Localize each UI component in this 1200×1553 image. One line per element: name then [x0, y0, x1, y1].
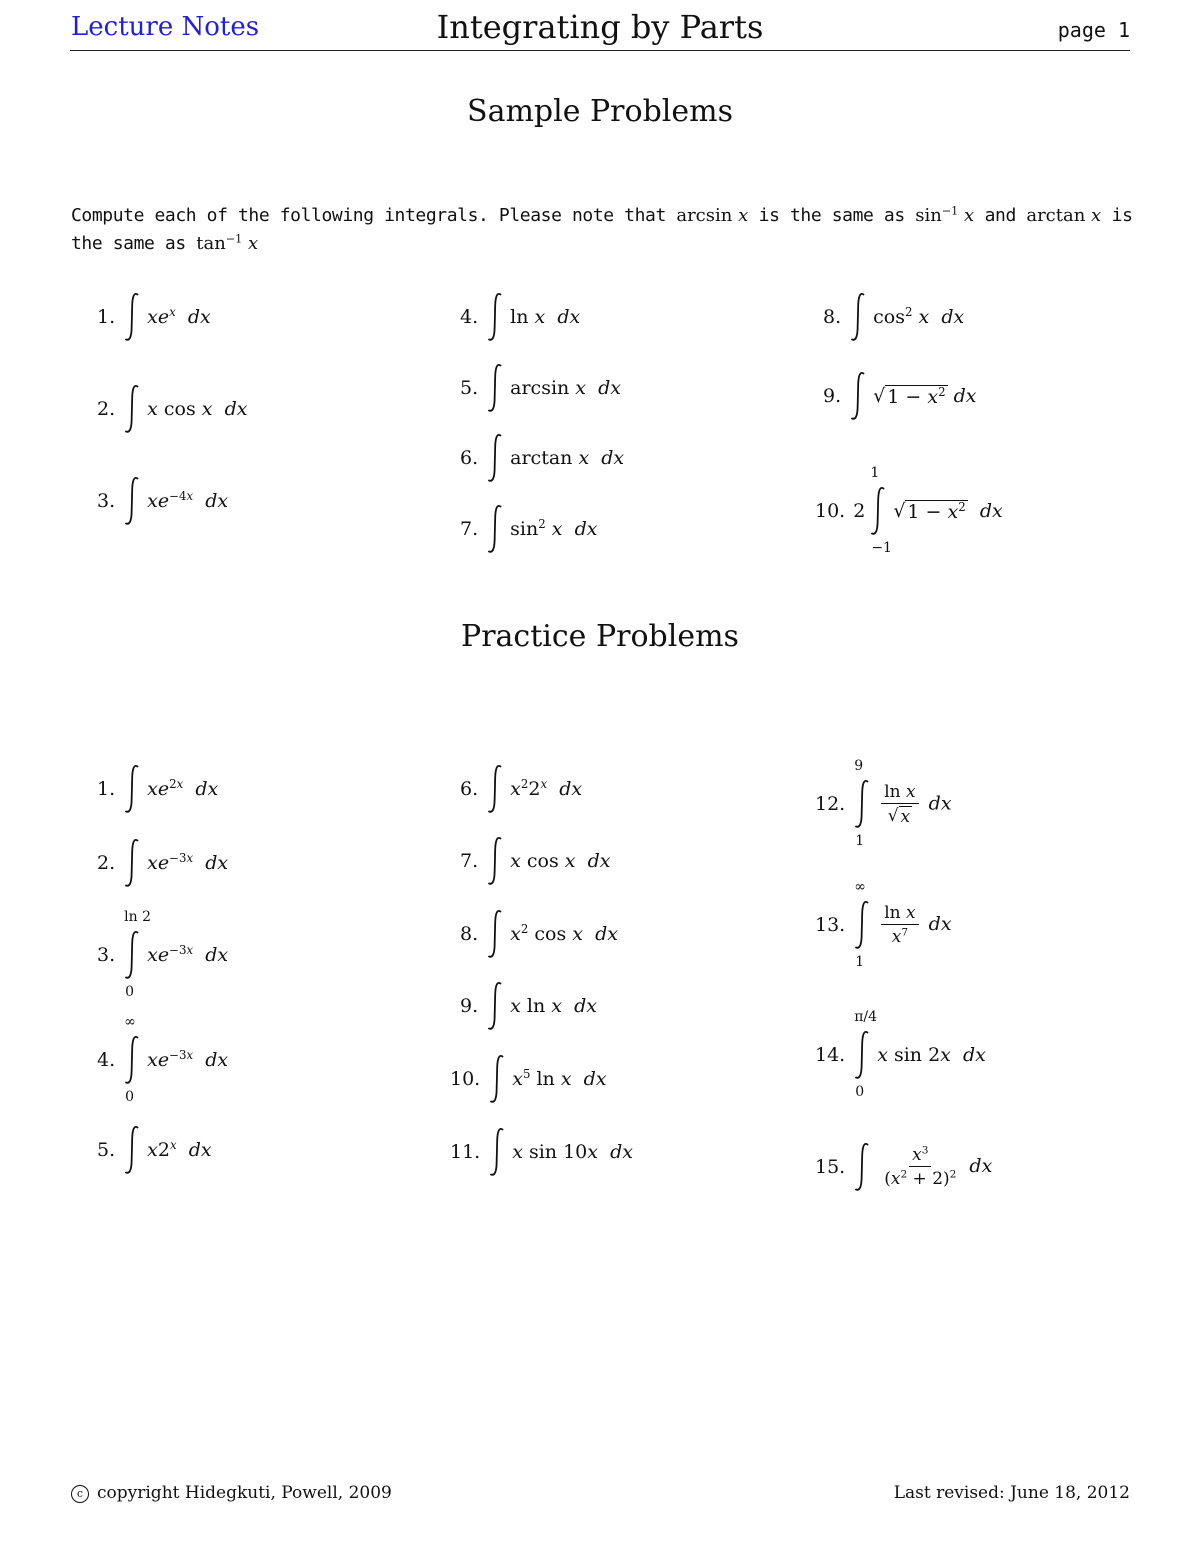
- instructions-segment: x: [958, 205, 975, 226]
- page-title: Integrating by Parts: [436, 8, 764, 46]
- integral: [853, 758, 871, 849]
- integral: [123, 383, 141, 435]
- problem-number: 10.: [450, 1068, 481, 1090]
- problem-number: 8.: [460, 923, 479, 945]
- practice-problem: [815, 1141, 992, 1193]
- integral-sign-icon: [486, 835, 504, 887]
- integral-sign-icon: [486, 908, 504, 960]
- problem-number: 1.: [97, 306, 116, 328]
- integral: [849, 291, 867, 343]
- integral: [123, 291, 141, 343]
- integrand: x2$^x$ dx: [147, 1137, 212, 1161]
- integrand: arcsin x dx: [510, 377, 621, 399]
- integral: [486, 835, 504, 887]
- integral: [123, 763, 141, 815]
- sample-problem: [97, 383, 247, 435]
- integral: [486, 763, 504, 815]
- integral-sign-icon: [123, 475, 141, 527]
- sample-problem: [460, 503, 597, 555]
- integral-sign-icon: [853, 1141, 871, 1193]
- integrand: x sin 2x dx: [877, 1044, 986, 1066]
- copyright-icon: c: [71, 1485, 89, 1503]
- lower-limit: 0: [125, 984, 135, 1000]
- instructions-segment: sin: [915, 205, 942, 226]
- sample-problem: [460, 432, 624, 484]
- instructions-segment: x: [242, 233, 259, 254]
- problem-number: 3.: [97, 490, 116, 512]
- instructions-text: [71, 202, 1146, 258]
- problem-number: 3.: [97, 944, 116, 966]
- lower-limit: 1: [855, 954, 865, 970]
- problem-number: 13.: [815, 914, 846, 936]
- practice-problem: [97, 909, 229, 1000]
- integral: [486, 980, 504, 1032]
- instructions-segment: x: [732, 205, 749, 226]
- integrand: ln x √ x dx: [877, 782, 951, 827]
- integral: [123, 1124, 141, 1176]
- last-revised: Last revised: June 18, 2012: [893, 1483, 1130, 1503]
- integrand: $xe^x$ dx: [147, 304, 211, 328]
- problem-number: 8.: [823, 306, 842, 328]
- instructions-segment: is the same as: [71, 205, 1133, 254]
- header-rule: [70, 50, 1130, 51]
- integral-sign-icon: [853, 1029, 871, 1081]
- problem-number: 14.: [815, 1044, 846, 1066]
- practice-problem: [815, 879, 952, 970]
- problem-number: 10.: [815, 500, 846, 522]
- instructions-segment: tan: [196, 233, 226, 254]
- page-number: page 1: [1057, 18, 1130, 42]
- sample-problem: [460, 362, 621, 414]
- integrand: √ $1 - x^2$ dx: [893, 499, 1003, 523]
- practice-problem: [97, 837, 228, 889]
- problem-number: 9.: [460, 995, 479, 1017]
- integral: [486, 503, 504, 555]
- upper-limit: 9: [854, 758, 864, 774]
- sample-problem: [97, 291, 211, 343]
- problem-number: 1.: [97, 778, 116, 800]
- integral: [486, 432, 504, 484]
- sample-problem: [97, 475, 228, 527]
- practice-problem: [460, 980, 597, 1032]
- integral-coefficient: 2: [853, 500, 866, 522]
- practice-problem: [460, 908, 618, 960]
- integral: [486, 362, 504, 414]
- problem-number: 4.: [97, 1049, 116, 1071]
- integrand: $x^22^x$ dx: [510, 776, 583, 800]
- integral: [123, 837, 141, 889]
- integral-sign-icon: [486, 763, 504, 815]
- integral-sign-icon: [488, 1053, 506, 1105]
- problem-number: 6.: [460, 447, 479, 469]
- instructions-segment: x: [1085, 205, 1102, 226]
- instructions-segment: arcsin: [676, 205, 733, 226]
- upper-limit: π/4: [854, 1009, 878, 1025]
- integral: [123, 909, 151, 1000]
- problem-number: 9.: [823, 385, 842, 407]
- integral: [488, 1126, 506, 1178]
- integrand: $xe^{2x}$ dx: [147, 776, 219, 800]
- lower-limit: 1: [855, 833, 865, 849]
- integrand: $\frac{\text{ln x}}{x^7}$ dx: [877, 903, 951, 947]
- integrand: x cos x dx: [147, 398, 248, 420]
- integral: [123, 475, 141, 527]
- integrand: $\cos^2 x$ dx: [873, 304, 965, 328]
- integral: [853, 879, 871, 970]
- integral: [488, 1053, 506, 1105]
- sample-problems-heading: Sample Problems: [467, 94, 733, 129]
- lower-limit: 0: [855, 1084, 865, 1100]
- lower-limit: −1: [871, 540, 892, 556]
- integral-sign-icon: [486, 291, 504, 343]
- integrand: √ $1 - x^2$ dx: [873, 384, 977, 408]
- problem-number: 7.: [460, 518, 479, 540]
- problem-number: 2.: [97, 852, 116, 874]
- instructions-segment: −1: [225, 232, 243, 246]
- integral: [849, 370, 867, 422]
- practice-problem: [450, 1053, 607, 1105]
- integral-sign-icon: [486, 503, 504, 555]
- header-course-label: Lecture Notes: [71, 12, 260, 42]
- integrand: $x^5$ ln x dx: [512, 1066, 607, 1090]
- upper-limit: ∞: [854, 879, 866, 895]
- integral-sign-icon: [123, 929, 141, 981]
- integral-sign-icon: [853, 899, 871, 951]
- upper-limit: ∞: [124, 1014, 136, 1030]
- copyright-text: copyright Hidegkuti, Powell, 2009: [97, 1483, 392, 1503]
- problem-number: 2.: [97, 398, 116, 420]
- practice-problem: [97, 1014, 229, 1105]
- integral-sign-icon: [849, 370, 867, 422]
- practice-problem: [460, 763, 582, 815]
- instructions-segment: Compute each of the following integrals. Please note that: [71, 205, 677, 226]
- integrand: x cos x dx: [510, 850, 611, 872]
- problem-number: 5.: [97, 1139, 116, 1161]
- sample-problem: [815, 465, 1003, 556]
- upper-limit: 1: [870, 465, 880, 481]
- integral-sign-icon: [869, 485, 887, 537]
- integral-sign-icon: [123, 383, 141, 435]
- sample-problem: [460, 291, 580, 343]
- integral-sign-icon: [486, 432, 504, 484]
- problem-number: 7.: [460, 850, 479, 872]
- integrand: $\frac{x^3}{(x^2 + 2)^2}$ dx: [884, 1144, 993, 1189]
- copyright-notice: [71, 1483, 392, 1503]
- upper-limit: ln 2: [124, 909, 151, 925]
- practice-problem: [97, 763, 218, 815]
- instructions-segment: is the same as: [748, 205, 916, 226]
- problem-number: 5.: [460, 377, 479, 399]
- practice-problem: [815, 1009, 986, 1100]
- practice-problem: [450, 1126, 633, 1178]
- integrand: ln x dx: [510, 306, 581, 328]
- integral: [486, 908, 504, 960]
- integrand: $xe^{-3x}$ dx: [147, 1047, 229, 1071]
- sample-problem: [823, 291, 964, 343]
- problem-number: 15.: [815, 1156, 846, 1178]
- practice-problem: [460, 835, 610, 887]
- practice-problem: [97, 1124, 212, 1176]
- integral: [869, 465, 892, 556]
- integral: [123, 1014, 141, 1105]
- integral-sign-icon: [849, 291, 867, 343]
- integrand: x ln x dx: [510, 995, 597, 1017]
- problem-number: 12.: [815, 793, 846, 815]
- integrand: $xe^{-3x}$ dx: [147, 850, 229, 874]
- problem-number: 6.: [460, 778, 479, 800]
- integral-sign-icon: [488, 1126, 506, 1178]
- integral: [853, 1009, 878, 1100]
- integrand: $xe^{-3x}$ dx: [147, 942, 229, 966]
- problem-number: 11.: [450, 1141, 481, 1163]
- integral: [853, 1141, 871, 1193]
- instructions-segment: and: [974, 205, 1027, 226]
- integrand: $x^2$ cos x dx: [510, 921, 618, 945]
- problem-number: 4.: [460, 306, 479, 328]
- integral-sign-icon: [123, 291, 141, 343]
- integral-sign-icon: [486, 980, 504, 1032]
- integral-sign-icon: [853, 778, 871, 830]
- integral: [486, 291, 504, 343]
- integrand: $xe^{-4x}$ dx: [147, 488, 229, 512]
- integral-sign-icon: [123, 1124, 141, 1176]
- sample-problem: [823, 370, 977, 422]
- practice-problem: [815, 758, 952, 849]
- lower-limit: 0: [125, 1089, 135, 1105]
- instructions-segment: arctan: [1026, 205, 1086, 226]
- practice-problems-heading: Practice Problems: [461, 619, 739, 654]
- integral-sign-icon: [123, 1034, 141, 1086]
- integrand: x sin 10x dx: [512, 1141, 633, 1163]
- integral-sign-icon: [123, 837, 141, 889]
- integrand: $\sin^2 x$ dx: [510, 516, 598, 540]
- integrand: arctan x dx: [510, 447, 625, 469]
- integral-sign-icon: [123, 763, 141, 815]
- instructions-segment: −1: [941, 204, 959, 218]
- integral-sign-icon: [486, 362, 504, 414]
